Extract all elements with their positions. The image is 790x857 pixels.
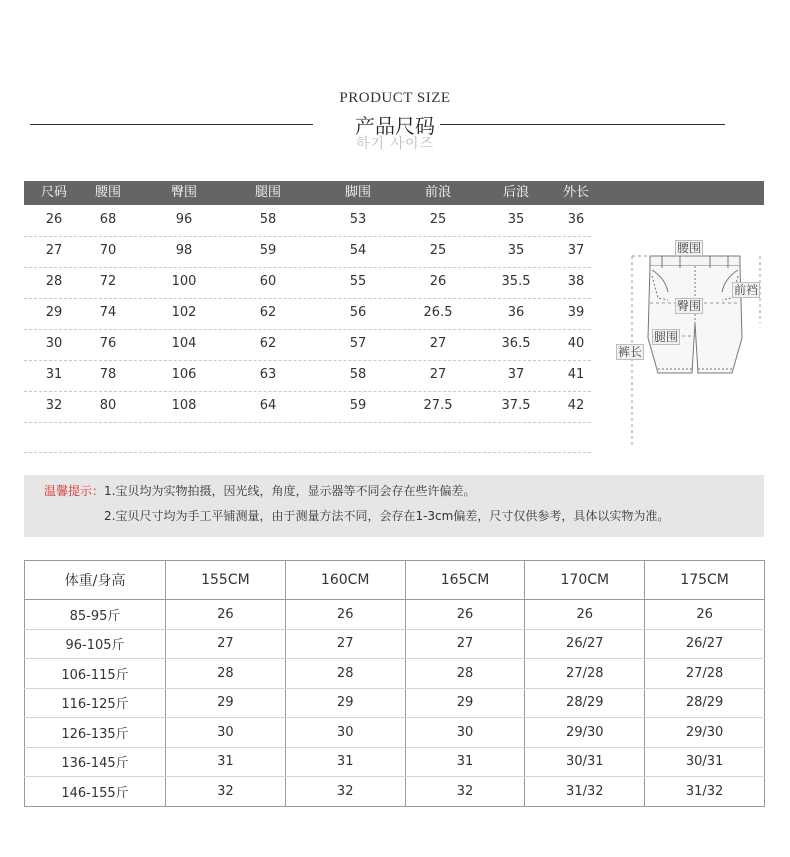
title-korean: 하기 사이즈 xyxy=(355,136,435,152)
weight-table-cell: 26/27 xyxy=(645,629,765,659)
weight-table-cell: 27/28 xyxy=(525,659,645,689)
size-table-cell: 29 xyxy=(45,305,63,320)
weight-table-cell: 27 xyxy=(166,629,286,659)
header-165: 165CM xyxy=(405,561,525,600)
weight-table-cell: 30/31 xyxy=(645,747,765,777)
header-160: 160CM xyxy=(285,561,405,600)
weight-table-cell: 29 xyxy=(166,688,286,718)
col-length: 外长 xyxy=(562,185,590,200)
size-table-cell: 27 xyxy=(45,243,63,258)
notice-line-2: 2.宝贝尺寸均为手工平铺测量，由于测量方法不同，会存在1-3cm偏差，尺寸仅供参考，具体以实物为准。 xyxy=(104,509,670,523)
size-table-cell: 80 xyxy=(99,398,117,413)
size-table-cell: 60 xyxy=(259,274,277,289)
size-table-cell: 63 xyxy=(259,367,277,382)
weight-table-cell: 29 xyxy=(285,688,405,718)
label-thigh: 腿围 xyxy=(654,330,679,344)
weight-height-table xyxy=(24,560,765,807)
weight-table-cell: 32 xyxy=(166,777,286,807)
size-table-cell: 108 xyxy=(171,398,197,413)
pants-diagram xyxy=(610,228,780,458)
weight-table-cell: 106-115斤 xyxy=(25,659,166,689)
size-table-cell: 58 xyxy=(349,367,367,382)
notice-text-1: 1.宝贝均为实物拍摄，因光线，角度，显示器等不同会存在些许偏差。 xyxy=(104,484,476,498)
weight-table-cell: 27 xyxy=(405,629,525,659)
weight-table-cell: 26 xyxy=(405,600,525,630)
size-table-cell: 35 xyxy=(507,212,525,227)
weight-table-cell: 26/27 xyxy=(525,629,645,659)
weight-table-row xyxy=(25,600,765,630)
weight-table-cell: 29/30 xyxy=(525,718,645,748)
weight-table-cell: 96-105斤 xyxy=(25,629,166,659)
header-175: 175CM xyxy=(645,561,765,600)
size-table-cell: 59 xyxy=(259,243,277,258)
size-table-cell: 37 xyxy=(507,367,525,382)
size-table-cell: 27 xyxy=(429,336,447,351)
size-table-cell: 55 xyxy=(349,274,367,289)
size-table-cell: 40 xyxy=(567,336,585,351)
size-table-cell: 72 xyxy=(99,274,117,289)
size-table-cell: 37 xyxy=(567,243,585,258)
weight-table-cell: 26 xyxy=(285,600,405,630)
pants-illustration xyxy=(610,228,780,458)
weight-table-cell: 28 xyxy=(405,659,525,689)
weight-table-row xyxy=(25,629,765,659)
size-table-cell: 41 xyxy=(567,367,585,382)
size-table-cell: 36.5 xyxy=(501,336,531,351)
notice-tip-label: 温馨提示： xyxy=(44,484,105,498)
size-table-cell: 27.5 xyxy=(423,398,453,413)
header-170: 170CM xyxy=(525,561,645,600)
weight-table-cell: 32 xyxy=(285,777,405,807)
weight-table-cell: 31/32 xyxy=(645,777,765,807)
size-table-cell: 102 xyxy=(171,305,197,320)
size-table-cell: 31 xyxy=(45,367,63,382)
weight-table-cell: 30 xyxy=(285,718,405,748)
size-table-cell: 62 xyxy=(259,336,277,351)
weight-table-cell: 29 xyxy=(405,688,525,718)
size-table-cell: 62 xyxy=(259,305,277,320)
weight-table-body xyxy=(25,600,765,807)
size-table-cell: 27 xyxy=(429,367,447,382)
size-table-cell: 32 xyxy=(45,398,63,413)
size-table-cell: 56 xyxy=(349,305,367,320)
size-table-cell: 74 xyxy=(99,305,117,320)
weight-table-cell: 28/29 xyxy=(645,688,765,718)
size-table-cell: 100 xyxy=(171,274,197,289)
size-table-cell: 28 xyxy=(45,274,63,289)
weight-table-cell: 27/28 xyxy=(645,659,765,689)
weight-table-cell: 116-125斤 xyxy=(25,688,166,718)
size-table-cell: 53 xyxy=(349,212,367,227)
size-table-cell: 37.5 xyxy=(501,398,531,413)
label-hip: 臀围 xyxy=(677,299,702,313)
size-table-row xyxy=(24,298,591,330)
weight-table-row xyxy=(25,688,765,718)
weight-table-row xyxy=(25,659,765,689)
size-table-row xyxy=(24,329,591,361)
size-table-cell: 35.5 xyxy=(501,274,531,289)
size-table-row xyxy=(24,205,591,237)
label-length: 裤长 xyxy=(618,345,643,359)
size-table-cell: 76 xyxy=(99,336,117,351)
label-waist: 腰围 xyxy=(677,241,702,255)
size-table-row xyxy=(24,267,591,299)
weight-table-cell: 27 xyxy=(285,629,405,659)
header-weight-height: 体重/身高 xyxy=(25,561,166,600)
weight-table-cell: 26 xyxy=(525,600,645,630)
size-table-empty-row xyxy=(24,421,591,453)
size-table-cell: 30 xyxy=(45,336,63,351)
weight-table-cell: 30 xyxy=(166,718,286,748)
size-table-cell: 106 xyxy=(171,367,197,382)
size-table-cell: 26 xyxy=(45,212,63,227)
size-table-cell: 36 xyxy=(567,212,585,227)
title-chinese: 产品尺码 xyxy=(355,114,435,138)
size-table-cell: 68 xyxy=(99,212,117,227)
weight-table-cell: 126-135斤 xyxy=(25,718,166,748)
weight-table-cell: 28 xyxy=(166,659,286,689)
weight-table-cell: 31 xyxy=(285,747,405,777)
size-table-cell: 35 xyxy=(507,243,525,258)
size-table-cell: 54 xyxy=(349,243,367,258)
size-table-cell: 57 xyxy=(349,336,367,351)
size-table-row xyxy=(24,360,591,392)
size-table-cell: 26 xyxy=(429,274,447,289)
weight-table-cell: 30/31 xyxy=(525,747,645,777)
weight-table-cell: 31/32 xyxy=(525,777,645,807)
size-table-row xyxy=(24,391,591,423)
col-waist: 腰围 xyxy=(94,185,122,200)
size-table-cell: 59 xyxy=(349,398,367,413)
size-table-header xyxy=(24,181,764,205)
size-table-cell: 25 xyxy=(429,212,447,227)
weight-table-cell: 28/29 xyxy=(525,688,645,718)
size-table-cell: 38 xyxy=(567,274,585,289)
weight-table-header-row xyxy=(25,561,765,600)
weight-table-row xyxy=(25,777,765,807)
weight-table-row xyxy=(25,718,765,748)
label-front-rise: 前裆 xyxy=(734,283,759,297)
weight-table-cell: 31 xyxy=(405,747,525,777)
size-table-cell: 70 xyxy=(99,243,117,258)
weight-table-cell: 26 xyxy=(166,600,286,630)
size-table-cell: 64 xyxy=(259,398,277,413)
size-table-cell: 42 xyxy=(567,398,585,413)
size-table-cell: 36 xyxy=(507,305,525,320)
size-table-cell: 58 xyxy=(259,212,277,227)
size-table-cell: 104 xyxy=(171,336,197,351)
col-front-rise: 前浪 xyxy=(424,185,452,200)
weight-table-cell: 31 xyxy=(166,747,286,777)
weight-table-cell: 26 xyxy=(645,600,765,630)
size-table-row xyxy=(24,236,591,268)
weight-table-row xyxy=(25,747,765,777)
col-back-rise: 后浪 xyxy=(502,185,530,200)
col-hip: 臀围 xyxy=(170,185,198,200)
header-155: 155CM xyxy=(166,561,286,600)
size-table-cell: 39 xyxy=(567,305,585,320)
weight-table-cell: 29/30 xyxy=(645,718,765,748)
weight-table-cell: 136-145斤 xyxy=(25,747,166,777)
size-table-cell: 96 xyxy=(175,212,193,227)
notice-box xyxy=(24,475,764,537)
notice-line-1 xyxy=(44,482,475,499)
col-size: 尺码 xyxy=(40,185,68,200)
size-table-cell: 26.5 xyxy=(423,305,453,320)
weight-table-cell: 28 xyxy=(285,659,405,689)
size-table-cell: 98 xyxy=(175,243,193,258)
weight-table-cell: 30 xyxy=(405,718,525,748)
col-leg-opening: 脚围 xyxy=(344,185,372,200)
title-english: PRODUCT SIZE xyxy=(339,90,451,106)
size-table-cell: 25 xyxy=(429,243,447,258)
weight-table-cell: 32 xyxy=(405,777,525,807)
weight-table-cell: 85-95斤 xyxy=(25,600,166,630)
size-table-cell: 78 xyxy=(99,367,117,382)
weight-table-cell: 146-155斤 xyxy=(25,777,166,807)
col-thigh: 腿围 xyxy=(254,185,282,200)
